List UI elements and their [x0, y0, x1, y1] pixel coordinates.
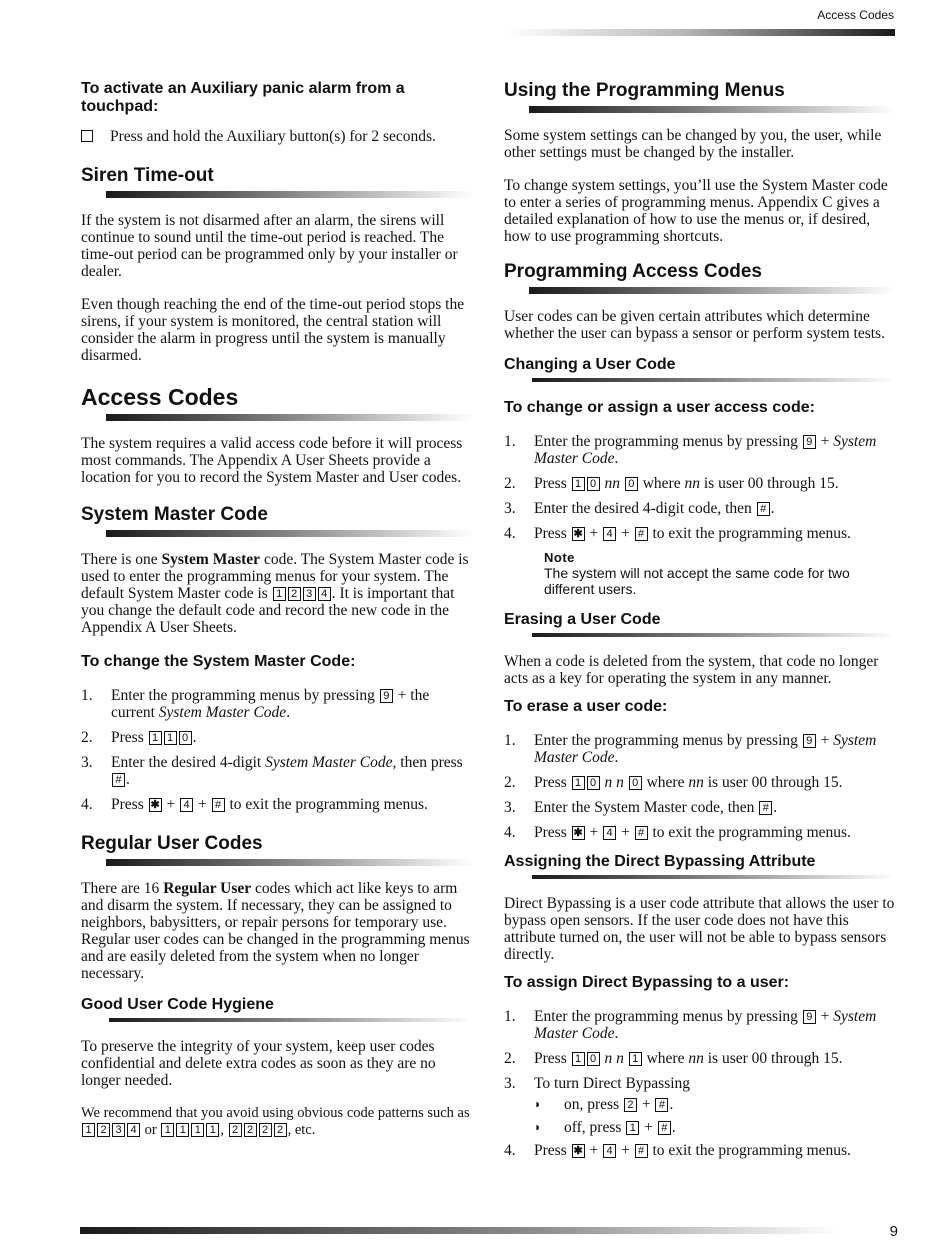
note-box	[544, 550, 896, 597]
hygiene-paragraph-1: To preserve the integrity of your system, keep user codes confidential and delete extra codes as soon as they are no longer needed.	[81, 1038, 436, 1089]
access-codes-heading: Access Codes	[81, 384, 239, 410]
section-rule	[106, 859, 473, 866]
header-rule	[505, 29, 895, 36]
list-item: 1. Enter the programming menus by pressing 9 + the current System Master Code.	[81, 687, 430, 721]
left-column	[81, 80, 473, 1139]
footer-rule	[80, 1227, 840, 1234]
regular-user-paragraph: There are 16 Regular User codes which act like keys to arm and disarm the system. If necessary, they can be assigned to neighbors, babysitters, or repair persons for temporary use. Regular user codes can be changed in the programming menus and are easily deleted from the system when no longer necessary.	[81, 880, 470, 982]
assign-bypass-steps-cont	[504, 1142, 896, 1159]
programming-access-paragraph: User codes can be given certain attributes which determine whether the user can bypass a sensor or perform system tests.	[504, 308, 885, 342]
page-number: 9	[889, 1223, 898, 1240]
erase-procedure-heading: To erase a user code:	[504, 698, 668, 715]
star-key-icon: ✱	[573, 827, 583, 839]
star-key-icon: ✱	[573, 1145, 583, 1157]
siren-paragraph-2: Even though reaching the end of the time-out period stops the sirens, if your system is monitored, the central station will consider the alarm in progress until the system is manually disarmed.	[81, 296, 465, 364]
sub-bullet-off: ◗ off, press 1 + # .	[534, 1119, 676, 1136]
erasing-paragraph: When a code is deleted from the system, that code no longer acts as a key for operating the system in any manner.	[504, 653, 879, 687]
list-item: 2. Press 1 1 0 .	[81, 729, 197, 746]
direct-bypass-paragraph: Direct Bypassing is a user code attribute that allows the user to bypass open sensors. If the user code does not have this attribute turned on, the user will not be able to bypass sensors directly.	[504, 895, 895, 963]
section-rule	[106, 191, 473, 198]
note-title: Note	[544, 550, 575, 565]
menus-paragraph-2: To change system settings, you’ll use the System Master code to enter a series of programming menus. Appendix C gives a detailed explanation of how to use the menus or, if desired, how to use programming shortcuts.	[504, 177, 888, 245]
aux-panic-item	[81, 128, 473, 145]
change-master-heading: To change the System Master Code:	[81, 653, 356, 670]
section-rule	[529, 106, 896, 113]
assign-bypass-heading: To assign Direct Bypassing to a user:	[504, 974, 790, 991]
list-item: 2. Press 1 0 n n 1 where nn is user 00 through 15.	[504, 1050, 843, 1067]
list-item: 4. Press ✱ + 4 + # to exit the programming menus.	[504, 1142, 851, 1159]
erase-steps	[504, 732, 896, 841]
list-item: 4. Press ✱ + 4 + # to exit the programming menus.	[81, 796, 428, 813]
access-codes-paragraph: The system requires a valid access code before it will process most commands. The Appendix A User Sheets provide a location for you to record the System Master and User codes.	[81, 435, 463, 486]
bullet-icon: ◗	[534, 1097, 542, 1111]
star-key-icon: ✱	[150, 799, 160, 811]
siren-timeout-heading: Siren Time-out	[81, 165, 214, 186]
hygiene-paragraph-2: We recommend that you avoid using obvious code patterns such as 1 2 3 4 or 1 1 1 1 , 2 2 2 2 , etc.	[81, 1105, 470, 1138]
list-item: 1. Enter the programming menus by pressing 9 + System Master Code.	[504, 732, 877, 766]
list-item: 3. Enter the desired 4-digit code, then # .	[504, 500, 775, 517]
star-key-icon: ✱	[573, 528, 583, 540]
aux-panic-text: Press and hold the Auxiliary button(s) for 2 seconds.	[110, 128, 436, 145]
checkbox-icon	[81, 130, 93, 142]
regular-user-heading: Regular User Codes	[81, 833, 263, 854]
changing-user-heading: Changing a User Code	[504, 356, 676, 373]
sub-bullet-on: ◗ on, press 2 + # .	[534, 1096, 674, 1113]
section-rule	[529, 287, 896, 294]
change-user-procedure-heading: To change or assign a user access code:	[504, 399, 815, 416]
hygiene-heading: Good User Code Hygiene	[81, 996, 274, 1013]
menus-paragraph-1: Some system settings can be changed by you, the user, while other settings must be changed by the installer.	[504, 127, 882, 161]
system-master-paragraph: There is one System Master code. The System Master code is used to enter the programming menus for your system. The default System Master code is 1 2 3 4 . It is important that you change the default code and record the new code in the Appendix A User Sheets.	[81, 551, 469, 636]
section-rule	[106, 530, 473, 537]
erasing-user-heading: Erasing a User Code	[504, 611, 661, 628]
section-rule	[106, 414, 473, 421]
running-header: Access Codes	[817, 8, 894, 22]
list-item: 3. Enter the System Master code, then # .	[504, 799, 778, 816]
list-item: 4. Press ✱ + 4 + # to exit the programming menus.	[504, 824, 851, 841]
list-item: 1. Enter the programming menus by pressing 9 + System Master Code.	[504, 433, 877, 467]
change-user-steps	[504, 433, 896, 542]
list-item: 2. Press 1 0 nn 0 where nn is user 00 through 15.	[504, 475, 839, 492]
list-item: 4. Press ✱ + 4 + # to exit the programming menus.	[504, 525, 851, 542]
note-text: The system will not accept the same code for two different users.	[544, 565, 850, 597]
siren-paragraph-1: If the system is not disarmed after an alarm, the sirens will continue to sound until the time-out period is reached. The time-out period can be programmed only by your installer or dealer.	[81, 212, 458, 280]
bullet-icon: ◗	[534, 1120, 542, 1134]
list-item: 2. Press 1 0 n n 0 where nn is user 00 through 15.	[504, 774, 843, 791]
system-master-heading: System Master Code	[81, 504, 268, 525]
direct-bypass-heading: Assigning the Direct Bypassing Attribute	[504, 853, 816, 870]
list-item: 1. Enter the programming menus by pressing 9 + System Master Code.	[504, 1008, 877, 1042]
programming-access-heading: Programming Access Codes	[504, 261, 762, 282]
list-item: 3. Enter the desired 4-digit System Master Code, then press # .	[81, 754, 463, 788]
right-column	[504, 80, 896, 1167]
assign-bypass-steps	[504, 1008, 896, 1092]
change-master-steps	[81, 687, 473, 813]
programming-menus-heading: Using the Programming Menus	[504, 80, 785, 101]
aux-panic-heading: To activate an Auxiliary panic alarm from a touchpad:	[81, 80, 405, 115]
list-item: 3. To turn Direct Bypassing	[504, 1075, 691, 1092]
